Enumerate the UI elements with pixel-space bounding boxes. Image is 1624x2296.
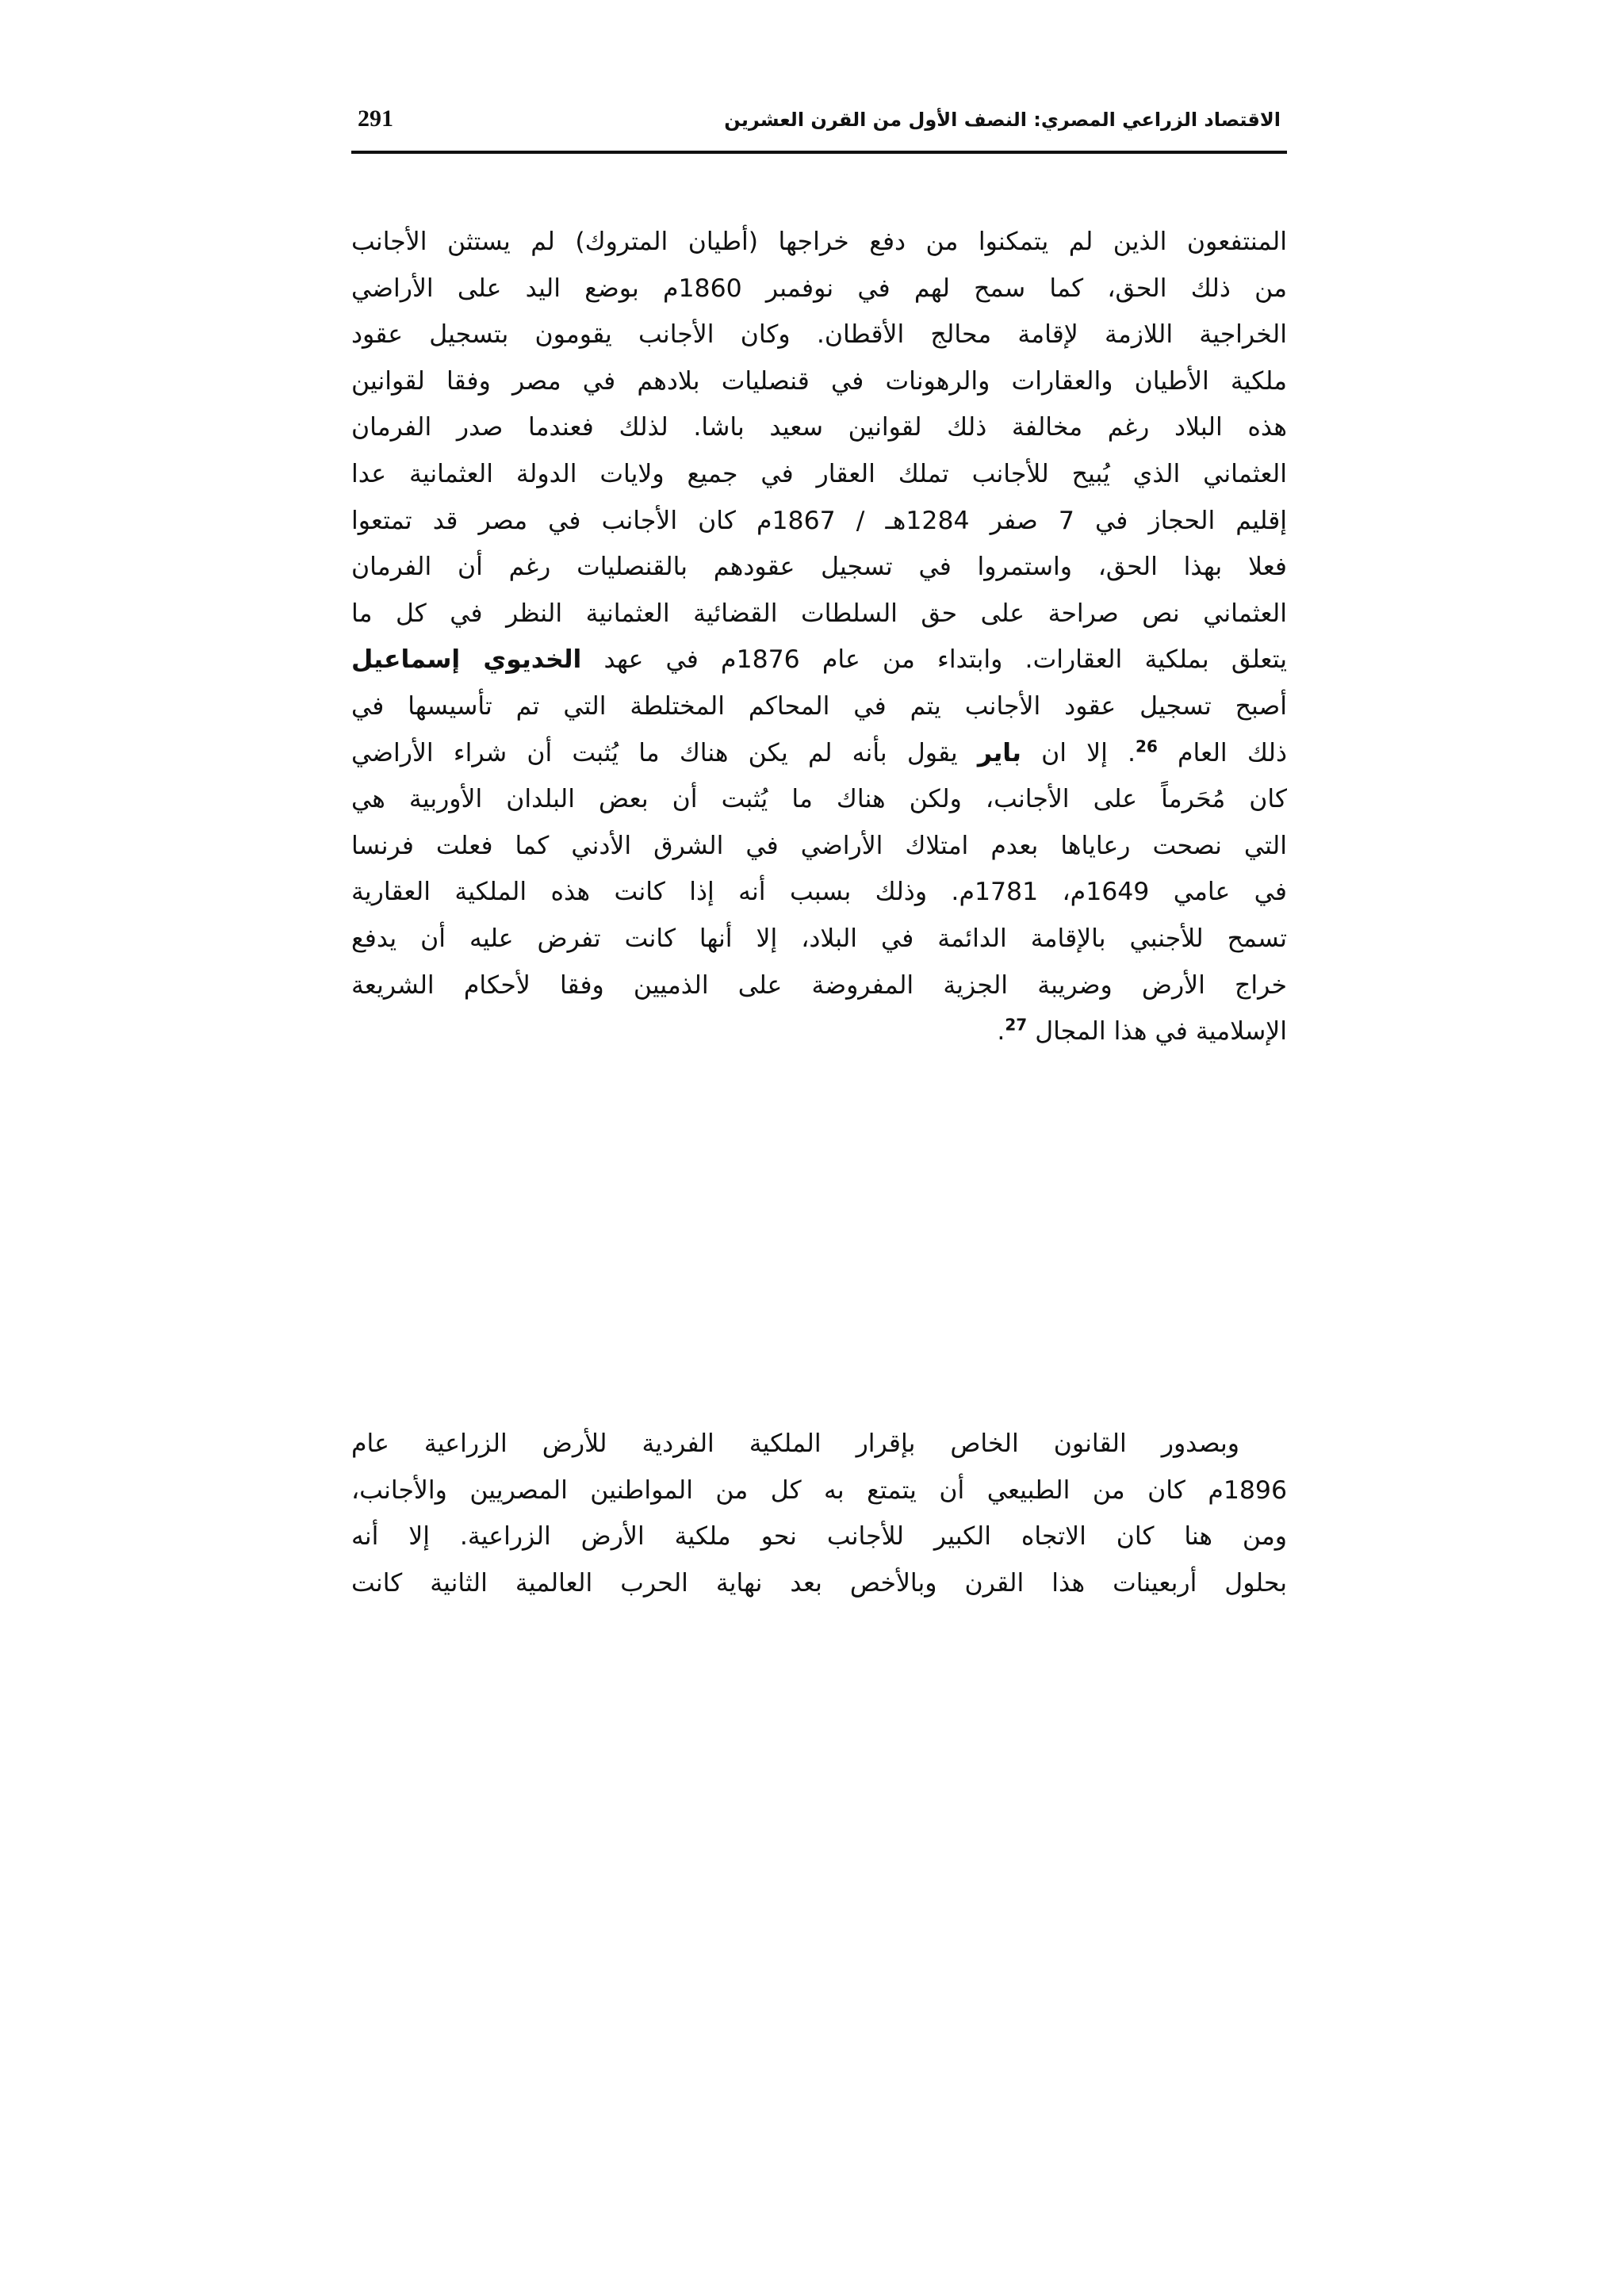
text-line: تسمح للأجنبي بالإقامة الدائمة في البلاد، إلا أنها كانت تفرض عليه أن يدفع [351, 924, 1287, 953]
text-line [351, 1421, 1287, 1468]
bold-name-bayer: باير [977, 738, 1021, 767]
text-line: خراج الأرض وضريبة الجزية المفروضة على الذميين وفقا لأحكام الشريعة [351, 970, 1287, 1000]
text-line [351, 730, 1287, 777]
text-line: 1896م كان من الطبيعي أن يتمتع به كل من المواطنين المصريين والأجانب، [351, 1475, 1287, 1505]
text-line: العثماني الذي يُبيح للأجانب تملك العقار في جميع ولايات الدولة العثمانية عدا [351, 459, 1287, 488]
text-line: الخراجية اللازمة لإقامة محالج الأقطان. وكان الأجانب يقومون بتسجيل عقود [351, 320, 1287, 350]
text-line: بحلول أربعينات هذا القرن وبالأخص بعد نهاية الحرب العالمية الثانية كانت [351, 1568, 1287, 1598]
text-line: في عامي 1649م، 1781م. وذلك بسبب أنه إذا كانت هذه الملكية العقارية [351, 878, 1287, 907]
text-line: أصبح تسجيل عقود الأجانب يتم في المحاكم المختلطة التي تم تأسيسها في [351, 691, 1287, 721]
running-title: الاقتصاد الزراعي المصري: النصف الأول من القرن العشرين [724, 109, 1281, 131]
text-line: كان مُحَرماً على الأجانب، ولكن هناك ما يُثبت أن بعض البلدان الأوربية هي [351, 785, 1287, 814]
text-run: . [997, 1017, 1005, 1047]
running-header [351, 101, 1287, 154]
text-line: التي نصحت رعاياها بعدم امتلاك الأراضي في الشرق الأدني كما فعلت فرنسا [351, 831, 1287, 860]
text-line: ومن هنا كان الاتجاه الكبير للأجانب نحو ملكية الأرض الزراعية. إلا أنه [351, 1522, 1287, 1552]
text-line: فعلا بهذا الحق، واستمروا في تسجيل عقودهم بالقنصليات رغم أن الفرمان [351, 553, 1287, 582]
text-line: من ذلك الحق، كما سمح لهم في نوفمبر 1860م بوضع اليد على الأراضي [351, 274, 1287, 303]
text-run: ذلك العام [1157, 738, 1287, 767]
footnote-ref-26[interactable]: 26 [1136, 737, 1158, 756]
text-run: يقول بأنه لم يكن هناك ما يُثبت أن شراء الأراضي [351, 738, 978, 767]
text-run: وبصدور القانون الخاص بإقرار الملكية الفردية للأرض الزراعية عام [351, 1429, 1239, 1458]
text-line [351, 637, 1287, 683]
text-line: المنتفعون الذين لم يتمكنوا من دفع خراجها (أطيان المتروك) لم يستثن الأجانب [351, 228, 1287, 256]
text-run: . إلا ان [1021, 738, 1136, 767]
text-line: العثماني نص صراحة على حق السلطات القضائية العثمانية النظر في كل ما [351, 599, 1287, 628]
bold-name-khedive-ismail: الخديوي إسماعيل [351, 645, 582, 675]
paragraph-1 [351, 219, 1287, 1055]
text-line: ملكية الأطيان والعقارات والرهونات في قنصليات بلادهم في مصر وفقا لقوانين [351, 366, 1287, 396]
text-run: يتعلق بملكية العقارات. وابتداء من عام 1876م في عهد [581, 645, 1287, 675]
footnote-ref-27[interactable]: 27 [1005, 1015, 1028, 1035]
page-number: 291 [358, 105, 393, 132]
paragraph-2 [351, 1421, 1287, 1606]
text-line [351, 1008, 1287, 1055]
text-line: هذه البلاد رغم مخالفة ذلك لقوانين سعيد باشا. لذلك فعندما صدر الفرمان [351, 413, 1287, 442]
text-line: إقليم الحجاز في 7 صفر 1284هـ / 1867م كان الأجانب في مصر قد تمتعوا [351, 506, 1288, 535]
text-run: الإسلامية في هذا المجال [1027, 1017, 1287, 1047]
